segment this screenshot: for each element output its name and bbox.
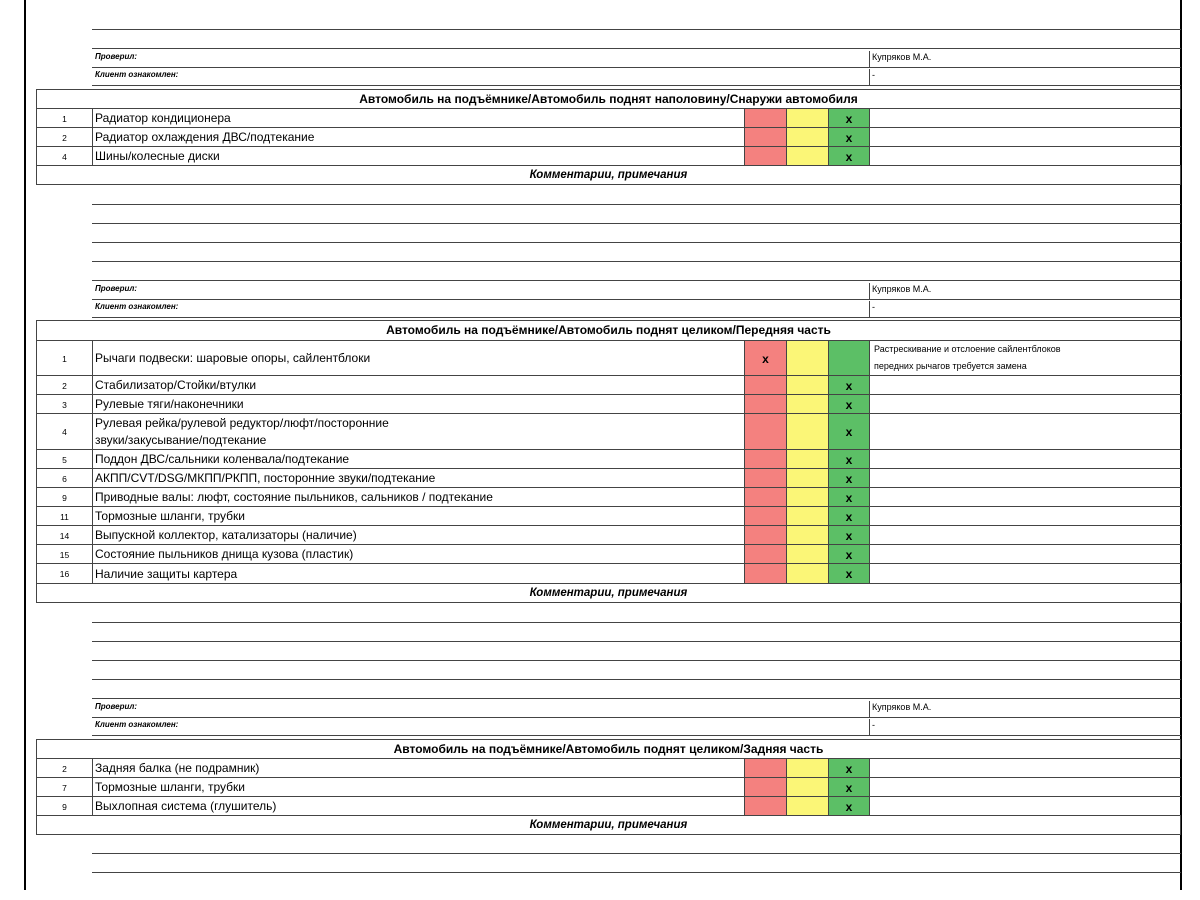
status-yellow[interactable] [786,507,828,526]
table-row: 6 АКПП/CVT/DSG/МКПП/РКПП, посторонние звуки/подтекание x [36,468,1181,488]
table-row: 4 Шины/колесные диски x [36,146,1181,166]
table-row: 2 Стабилизатор/Стойки/втулки x [36,375,1181,395]
status-red[interactable] [744,450,786,469]
comment-line[interactable] [92,261,1181,262]
comments-header: Комментарии, примечания [36,583,1181,603]
table-row: 4 Рулевая рейка/рулевой редуктор/люфт/посторонние звуки/закусывание/подтекание x [36,413,1181,450]
status-red[interactable] [744,414,786,450]
table-row: 5 Поддон ДВС/сальники коленвала/подтекание x [36,449,1181,469]
checked-by-row [92,52,1181,68]
table-row: 16 Наличие защиты картера x [36,563,1181,584]
comment-line[interactable] [92,242,1181,243]
status-yellow[interactable] [786,469,828,488]
status-green[interactable]: x [828,545,870,564]
comment-line[interactable] [92,641,1181,642]
status-yellow[interactable] [786,414,828,450]
status-yellow[interactable] [786,759,828,778]
section-title: Автомобиль на подъёмнике/Автомобиль поднят целиком/Задняя часть [36,739,1181,758]
table-row: 11 Тормозные шланги, трубки x [36,506,1181,526]
client-ack-value: - [872,720,875,730]
blank-line [92,29,1181,30]
table-row: 7 Тормозные шланги, трубки x [36,777,1181,797]
section-title: Автомобиль на подъёмнике/Автомобиль поднят целиком/Передняя часть [36,320,1181,340]
status-green[interactable]: x [828,526,870,545]
comments-header: Комментарии, примечания [36,815,1181,835]
comment-line[interactable] [92,204,1181,205]
status-green[interactable]: x [828,564,870,584]
comment-line[interactable] [92,679,1181,680]
comment-line[interactable] [92,280,1181,281]
status-green[interactable]: x [828,450,870,469]
status-green[interactable]: x [828,109,870,128]
comment-line[interactable] [92,698,1181,699]
client-ack-label: Клиент ознакомлен: [95,720,179,729]
inspection-note: Растрескивание и отслоение сайлентблоков передних рычагов требуется замена [874,344,1061,371]
status-green[interactable]: x [828,797,870,816]
table-row: 1 Радиатор кондиционера x [36,108,1181,128]
comment-line[interactable] [92,223,1181,224]
status-yellow[interactable] [786,545,828,564]
status-green[interactable]: x [828,147,870,166]
status-green[interactable]: x [828,469,870,488]
inspector-name: Купряков М.А. [872,284,932,294]
table-row: 15 Состояние пыльников днища кузова (пластик) x [36,544,1181,564]
status-red[interactable] [744,797,786,816]
table-row: 9 Приводные валы: люфт, состояние пыльников, сальников / подтекание x [36,487,1181,507]
status-yellow[interactable] [786,341,828,376]
checked-by-row [92,702,1181,718]
status-yellow[interactable] [786,376,828,395]
status-red[interactable] [744,778,786,797]
status-green[interactable]: x [828,395,870,414]
status-red[interactable] [744,545,786,564]
client-ack-label: Клиент ознакомлен: [95,302,179,311]
status-yellow[interactable] [786,526,828,545]
status-red[interactable] [744,128,786,147]
status-green[interactable] [828,341,870,376]
status-yellow[interactable] [786,395,828,414]
status-green[interactable]: x [828,778,870,797]
status-green[interactable]: x [828,128,870,147]
status-red[interactable]: x [744,341,786,376]
client-ack-row [92,70,1181,86]
blank-line [92,48,1181,49]
status-yellow[interactable] [786,564,828,584]
status-green[interactable]: x [828,376,870,395]
client-ack-label: Клиент ознакомлен: [95,70,179,79]
comment-line[interactable] [92,853,1181,854]
checked-by-label: Проверил: [95,284,138,293]
client-ack-row [92,302,1181,318]
status-yellow[interactable] [786,450,828,469]
inspector-name: Купряков М.А. [872,52,932,62]
client-ack-row [92,720,1181,736]
status-red[interactable] [744,469,786,488]
status-red[interactable] [744,376,786,395]
table-row: 3 Рулевые тяги/наконечники x [36,394,1181,414]
comments-header: Комментарии, примечания [36,165,1181,185]
left-border [24,0,26,890]
status-yellow[interactable] [786,778,828,797]
client-ack-value: - [872,302,875,312]
table-row: 9 Выхлопная система (глушитель) x [36,796,1181,816]
status-yellow[interactable] [786,128,828,147]
status-yellow[interactable] [786,109,828,128]
comment-line[interactable] [92,622,1181,623]
table-row: 14 Выпускной коллектор, катализаторы (наличие) x [36,525,1181,545]
inspector-name: Купряков М.А. [872,702,932,712]
section-title: Автомобиль на подъёмнике/Автомобиль поднят наполовину/Снаружи автомобиля [36,89,1181,108]
status-yellow[interactable] [786,488,828,507]
status-red[interactable] [744,109,786,128]
status-green[interactable]: x [828,488,870,507]
status-red[interactable] [744,759,786,778]
status-red[interactable] [744,395,786,414]
comment-line[interactable] [92,660,1181,661]
comment-line[interactable] [92,872,1181,873]
status-green[interactable]: x [828,414,870,450]
status-green[interactable]: x [828,759,870,778]
status-red[interactable] [744,526,786,545]
checked-by-row [92,284,1181,300]
status-red[interactable] [744,564,786,584]
status-red[interactable] [744,147,786,166]
status-red[interactable] [744,488,786,507]
status-red[interactable] [744,507,786,526]
status-green[interactable]: x [828,507,870,526]
status-yellow[interactable] [786,797,828,816]
status-yellow[interactable] [786,147,828,166]
table-row: 2 Радиатор охлаждения ДВС/подтекание x [36,127,1181,147]
checked-by-label: Проверил: [95,52,138,61]
client-ack-value: - [872,70,875,80]
table-row: 1 Рычаги подвески: шаровые опоры, сайлентблоки x Растрескивание и отслоение сайлентблоков передних рычагов требуется замена [36,340,1181,376]
checked-by-label: Проверил: [95,702,138,711]
table-row: 2 Задняя балка (не подрамник) x [36,758,1181,778]
